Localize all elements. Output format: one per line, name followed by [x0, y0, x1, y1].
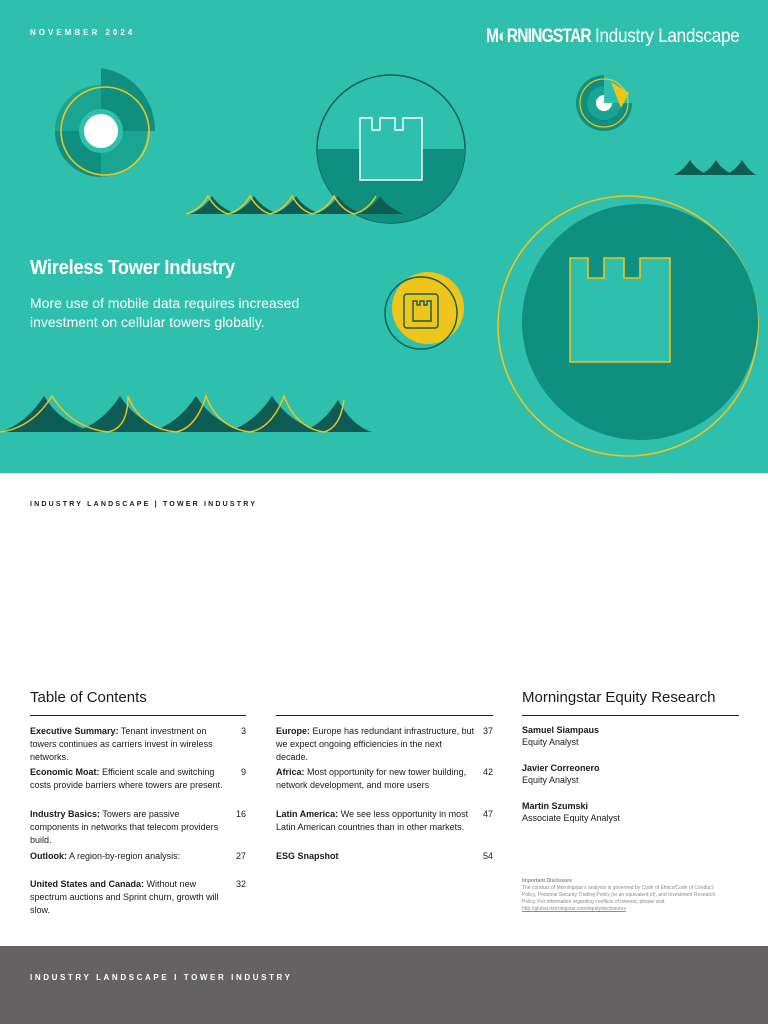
report-title: Wireless Tower Industry — [30, 257, 235, 279]
toc-divider-right — [276, 715, 493, 716]
report-date: NOVEMBER 2024 — [30, 28, 136, 37]
toc-entry-page: 9 — [240, 767, 246, 777]
cover-illustration — [0, 0, 768, 473]
footer-label: INDUSTRY LANDSCAPE I TOWER INDUSTRY — [30, 973, 293, 982]
toc-entry[interactable] — [276, 725, 493, 764]
toc-entry-label: Africa: — [276, 767, 305, 777]
section-label: INDUSTRY LANDSCAPE | TOWER INDUSTRY — [30, 501, 258, 508]
toc-entry-page: 54 — [482, 851, 493, 861]
research-title: Morningstar Equity Research — [522, 689, 716, 706]
toc-entry[interactable] — [30, 725, 246, 764]
important-disclosure — [522, 878, 722, 913]
toc-entry-text: A region-by-region analysis: — [69, 851, 181, 861]
brand-header — [463, 26, 739, 48]
toc-entry-page: 42 — [482, 767, 493, 777]
toc-entry-label: ESG Snapshot — [276, 851, 339, 861]
tower-circle-large — [498, 196, 758, 456]
analyst-name: Javier Correonero — [522, 763, 600, 773]
analyst-name: Martin Szumski — [522, 801, 589, 811]
toc-entry-text: We see less opportunity in most Latin American countries than in other markets. — [276, 809, 469, 832]
toc-entry-page: 16 — [235, 809, 246, 819]
donut-graphic-right — [576, 75, 632, 131]
toc-entry[interactable] — [30, 850, 246, 863]
toc-entry[interactable] — [30, 878, 246, 917]
toc-entry[interactable] — [30, 808, 246, 847]
toc-entry-page: 37 — [482, 726, 493, 736]
footer-bar — [0, 946, 768, 1024]
analyst-entry — [522, 800, 620, 824]
toc-entry-label: Europe: — [276, 726, 311, 736]
toc-entry-page: 47 — [482, 809, 493, 819]
research-divider — [522, 715, 739, 716]
tower-badge — [385, 272, 464, 349]
report-subtitle: More use of mobile data requires increased investment on cellular towers globally. — [30, 295, 300, 330]
toc-entry-page: 32 — [235, 879, 246, 889]
toc-title: Table of Contents — [30, 689, 147, 706]
morningstar-logo: M◐RNINGSTAR — [485, 26, 591, 47]
disclosure-link[interactable]: http://global.morningstar.com/equitydisclosures — [522, 906, 626, 912]
product-name: Industry Landscape — [594, 26, 739, 47]
analyst-role: Associate Equity Analyst — [522, 813, 621, 823]
analyst-role: Equity Analyst — [522, 775, 579, 785]
disclosure-heading: Important Disclosure — [522, 878, 573, 884]
analyst-role: Equity Analyst — [522, 737, 579, 747]
toc-entry-text: Tenant investment on towers continues as carriers invest in wireless networks. — [30, 726, 213, 762]
toc-entry[interactable] — [276, 808, 493, 834]
analyst-entry — [522, 724, 599, 748]
analyst-name: Samuel Siampaus — [522, 725, 600, 735]
toc-entry-page: 27 — [235, 851, 246, 861]
toc-entry-text: Europe has redundant infrastructure, but we expect ongoing efficiencies in the next decade. — [276, 726, 475, 762]
donut-graphic-left — [55, 68, 155, 177]
toc-entry-text: Without new spectrum auctions and Sprint churn, growth will slow. — [30, 879, 219, 915]
toc-entry-label: Industry Basics: — [30, 809, 101, 819]
toc-entry-text: Most opportunity for new tower building, network development, and more users — [276, 767, 467, 790]
wave-bottom — [0, 396, 372, 432]
toc-entry-label: United States and Canada: — [30, 879, 145, 889]
toc-entry-label: Outlook: — [30, 851, 67, 861]
toc-divider — [30, 715, 246, 716]
toc-entry-label: Latin America: — [276, 809, 339, 819]
toc-entry[interactable] — [276, 766, 493, 792]
disclosure-text: The conduct of Morningstar’s analysts is governed by Code of Ethics/Code of Conduct Policy, Personal Security Trading Policy (or an equivalent of), and Investment Research Policy. For information regarding conflicts of interest, please visit: — [522, 885, 716, 905]
cover-banner — [0, 0, 768, 473]
peaks-small — [674, 160, 756, 175]
toc-entry-text: Towers are passive components in networks that telecom providers build. — [30, 809, 219, 845]
toc-entry-label: Economic Moat: — [30, 767, 100, 777]
toc-entry[interactable] — [30, 766, 246, 792]
toc-entry-text: Efficient scale and switching costs provide barriers where towers are present. — [30, 767, 223, 790]
toc-entry[interactable] — [276, 850, 493, 863]
toc-entry-page: 3 — [240, 726, 246, 736]
toc-entry-label: Executive Summary: — [30, 726, 119, 736]
analyst-entry — [522, 762, 600, 786]
